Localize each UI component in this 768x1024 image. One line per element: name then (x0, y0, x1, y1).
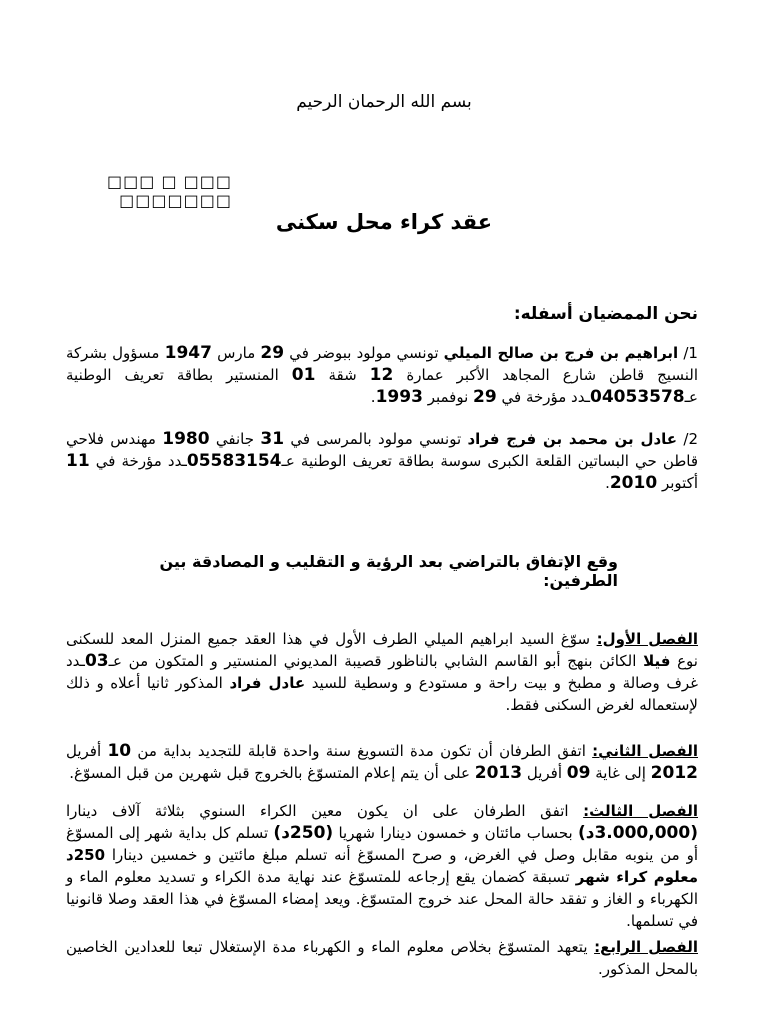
party1-building: 12 (369, 365, 394, 385)
article3-paragraph (66, 800, 698, 932)
signatories-heading: نحن الممضيان أسفله: (513, 304, 698, 324)
party1-text-c: شقة (328, 366, 357, 384)
article2-end-year: 2013 (474, 763, 523, 783)
party2-birth-year: 1980 (162, 429, 210, 449)
article1-type: فيلا (643, 652, 671, 670)
party1-index: 1/ (683, 344, 698, 362)
article2-paragraph (66, 740, 698, 784)
article3-text-b: بحساب مائتان و خمسون دينارا شهريا (338, 824, 573, 842)
party1-text-a: تونسي مولود ببوضر في (289, 344, 439, 362)
article3-text-a: اتفق الطرفان على ان يكون معين الكراء السنوي بثلاثة آلاف دينارا (66, 802, 569, 820)
party1-text-b: مسؤول بشركة النسيج قاطن شارع المجاهد الأكبر عمارة (66, 344, 698, 384)
party2-birth-month: جانفي (215, 430, 255, 448)
party1-apartment: 01 (291, 365, 316, 385)
article3-heading: الفصل الثالث: (583, 802, 698, 820)
article3-deposit-amount: 250د معلوم كراء شهر (66, 846, 698, 886)
article2-start-month: أفريل (66, 742, 102, 760)
article2-start-year: 2012 (650, 763, 698, 783)
party2-id-day: 11 (66, 451, 90, 471)
party1-text-e: ـدد مؤرخة في (501, 388, 590, 406)
article3-annual-amount: (3.000,000د) (577, 823, 698, 843)
article2-end-month: أفريل (526, 764, 563, 782)
article2-text-b: إلى غاية (595, 764, 646, 782)
article2-heading: الفصل الثاني: (592, 742, 698, 760)
article3-monthly-amount: (250د) (273, 823, 334, 843)
party1-paragraph (66, 342, 698, 408)
article2-text-c: على أن يتم إعلام المتسوّغ بالخروج قبل شهرين من قبل المسوّغ. (69, 764, 470, 782)
party1-id-day: 29 (473, 387, 497, 407)
article1-text-a: سوّغ السيد ابراهيم الميلي الطرف الأول في هذا العقد جميع المنزل المعد للسكنى نوع (66, 630, 698, 670)
article1-text-d: المذكور ثانيا أعلاه و ذلك لإستعماله لغرض السكنى فقط. (66, 674, 698, 714)
article4-paragraph (66, 936, 698, 980)
party2-text-b: مهندس فلاحي قاطن حي البساتين القلعة الكبرى سوسة بطاقة تعريف الوطنية عـ (66, 430, 698, 470)
contract-title: عقد كراء محل سكنى (275, 210, 493, 234)
article3-text-d: تسبقة كضمان يقع إرجاعه للمتسوّغ عند نهاية مدة الكراء و تسديد معلوم الماء و الكهرباء و الغاز و تفقد حالة المحل عند خروج المتسوّغ. ويعد إمضاء المسوّغ في هذا العقد وصلا قانونيا في تسلمها. (66, 868, 698, 930)
article1-heading: الفصل الأول: (596, 630, 698, 648)
party1-text-d: المنستير بطاقة تعريف الوطنية عـ (66, 366, 698, 406)
article3-text-c: تسلم كل بداية شهر إلى المسوّغ أو من ينوبه مقابل وصل في الغرض، و صرح المسوّغ أنه تسلم مبلغ مائتين و خمسين دينارا (66, 824, 698, 864)
basmala: بسم الله الرحمان الرحيم (296, 92, 472, 112)
party2-id-year: 2010 (609, 473, 658, 493)
agreement-heading: وقع الإتفاق بالتراضي بعد الرؤية و التقليب و المصادقة بين الطرفين: (159, 552, 618, 590)
article1-rooms: 03 (84, 651, 109, 671)
article1-text-b: الكائن بنهج أبو القاسم الشابي بالناظور قصيبة المديوني المنستير و المتكون من عـ (108, 652, 637, 670)
party2-index: 2/ (683, 430, 698, 448)
article4-text: يتعهد المتسوّغ بخلاص معلوم الماء و الكهرباء مدة الإستغلال تبعا للعدادين الخاصين بالمحل المذكور. (66, 938, 698, 978)
party2-name: عادل بن محمد بن فرج فراد (467, 430, 678, 448)
party1-end: . (370, 388, 376, 406)
party1-birth-day: 29 (260, 343, 285, 363)
article4-heading: الفصل الرابع: (594, 938, 698, 956)
party2-text-a: تونسي مولود بالمرسى في (290, 430, 462, 448)
party2-paragraph (66, 428, 698, 494)
party1-id-number: 04053578 (590, 387, 685, 407)
article2-start-day: 10 (107, 741, 132, 761)
party1-birth-year: 1947 (164, 343, 212, 363)
party2-birth-day: 31 (260, 429, 285, 449)
party2-end: . (605, 474, 610, 492)
party2-id-number: 05583154 (186, 451, 282, 471)
garbled-text-line: □□□ □ □□□ □□□□□□□ (107, 172, 232, 210)
article1-text-c: ـدد غرف وصالة و مطبخ و بيت راحة و مستودع و وسطية للسيد (66, 652, 698, 692)
party1-id-year: 1993 (375, 387, 423, 407)
party2-text-c: ـدد مؤرخة في (95, 452, 187, 470)
party1-name: ابراهيم بن فرج بن صالح الميلي (443, 344, 679, 362)
party2-id-month: أكتوبر (661, 474, 698, 492)
article1-tenant: عادل فراد (229, 674, 306, 692)
article2-end-day: 09 (566, 763, 591, 783)
party1-birth-month: مارس (217, 344, 256, 362)
party1-id-month: نوفمبر (427, 388, 469, 406)
article1-paragraph (66, 628, 698, 716)
article2-text-a: اتفق الطرفان أن تكون مدة التسويغ سنة واحدة قابلة للتجديد بداية من (137, 742, 586, 760)
